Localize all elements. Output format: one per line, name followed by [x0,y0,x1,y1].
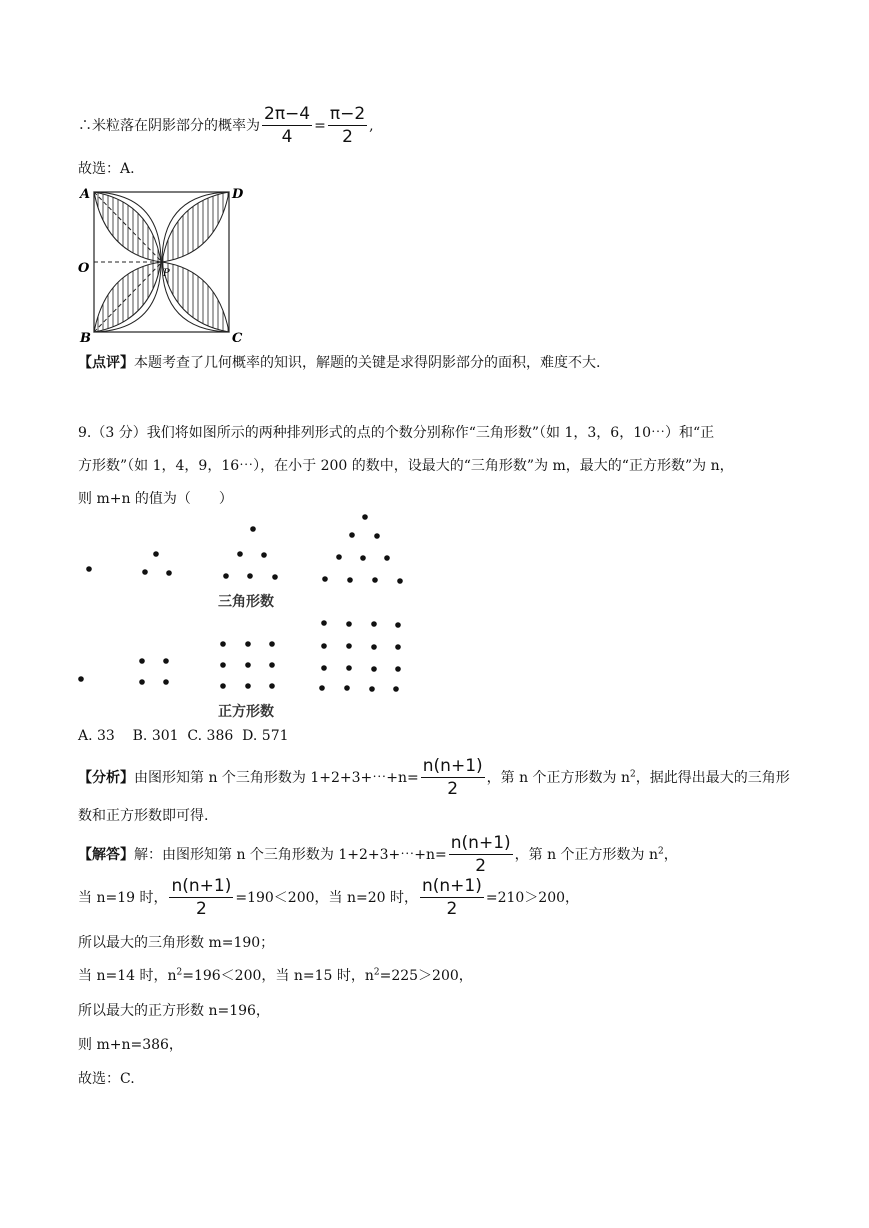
solution-line-3: 所以最大的三角形数 m=190； [78,935,275,951]
label-O: O [78,261,90,276]
dot-patterns-figure [76,510,416,720]
question-9-line-1: 9.（3 分）我们将如图所示的两种排列形式的点的个数分别称作“三角形数”（如 1，3，6，10⋯）和“正 [78,425,715,441]
label-C: C [232,331,243,344]
solution-line-6: 则 m+n=386， [78,1037,183,1053]
fraction-n-n1-2: $\frac{n(n+1)}{2}$ [422,756,483,799]
label-D: D [232,187,244,202]
fraction-pi-2: $\frac{\pi-2}{2}$ [329,104,366,147]
triangle-dots [86,514,403,584]
question-9-line-2: 方形数”（如 1，4，9，16⋯），在小于 200 的数中，设最大的“三角形数”为 m，最大的“正方形数”为 n， [78,458,734,474]
analysis-line-2: 数和正方形数即可得. [78,808,209,824]
answer-options: A. 33 B. 301 C. 386 D. 571 [78,728,289,744]
answer-line-1: 故选：A. [78,161,135,177]
solution-tag: 【解答】 [78,847,134,863]
solution-line-2: 当 n=19 时， $\frac{n(n+1)}{2}$ =190＜200，当 n=20 时， $\frac{n(n+1)}{2}$ =210＞200， [78,876,580,919]
comment-text: 本题考查了几何概率的知识，解题的关键是求得阴影部分的面积，难度不大. [134,355,601,371]
comment-line [78,352,600,372]
fraction-n-n1-2: $\frac{n(n+1)}{2}$ [421,876,482,919]
question-9-line-3: 则 m+n 的值为（ ） [78,491,233,507]
solution-line-7: 故选：C. [78,1071,135,1087]
analysis-line-1: 【分析】由图形知第 n 个三角形数为 1+2+3+⋯+n= $\frac{n(n+1)}{2}$ ，第 n 个正方形数为 $n^2$，据此得出最大的三角形 [78,756,790,799]
triangle-numbers-label: 三角形数 [218,594,274,610]
comment-tag: 【点评】 [78,355,134,371]
label-B: B [80,331,91,344]
probability-prefix: ∴米粒落在阴影部分的概率为 [78,118,260,134]
fraction-n-n1-2: $\frac{n(n+1)}{2}$ [171,876,232,919]
square-petal-figure [76,184,256,344]
solution-line-5: 所以最大的正方形数 n=196， [78,1003,270,1019]
fraction-n-n1-2: $\frac{n(n+1)}{2}$ [450,833,511,876]
analysis-tag: 【分析】 [78,770,134,786]
label-A: A [80,187,91,202]
solution-line-1: 【解答】解：由图形知第 n 个三角形数为 1+2+3+⋯+n= $\frac{n(n+1)}{2}$ ，第 n 个正方形数为 $n^2$， [78,833,678,876]
label-P: P [163,268,170,279]
fraction-2pi-4: $\frac{2\pi-4}{4}$ [264,104,311,147]
solution-line-4: 当 n=14 时，$n^2=196<200$，当 n=15 时，$n^2=225>200$， [78,967,473,984]
probability-line: ∴米粒落在阴影部分的概率为 $\frac{2\pi-4}{4}$ = $\frac{\pi-2}{2}$ , [78,104,374,147]
square-numbers-label: 正方形数 [218,704,274,720]
square-dots [78,620,401,692]
